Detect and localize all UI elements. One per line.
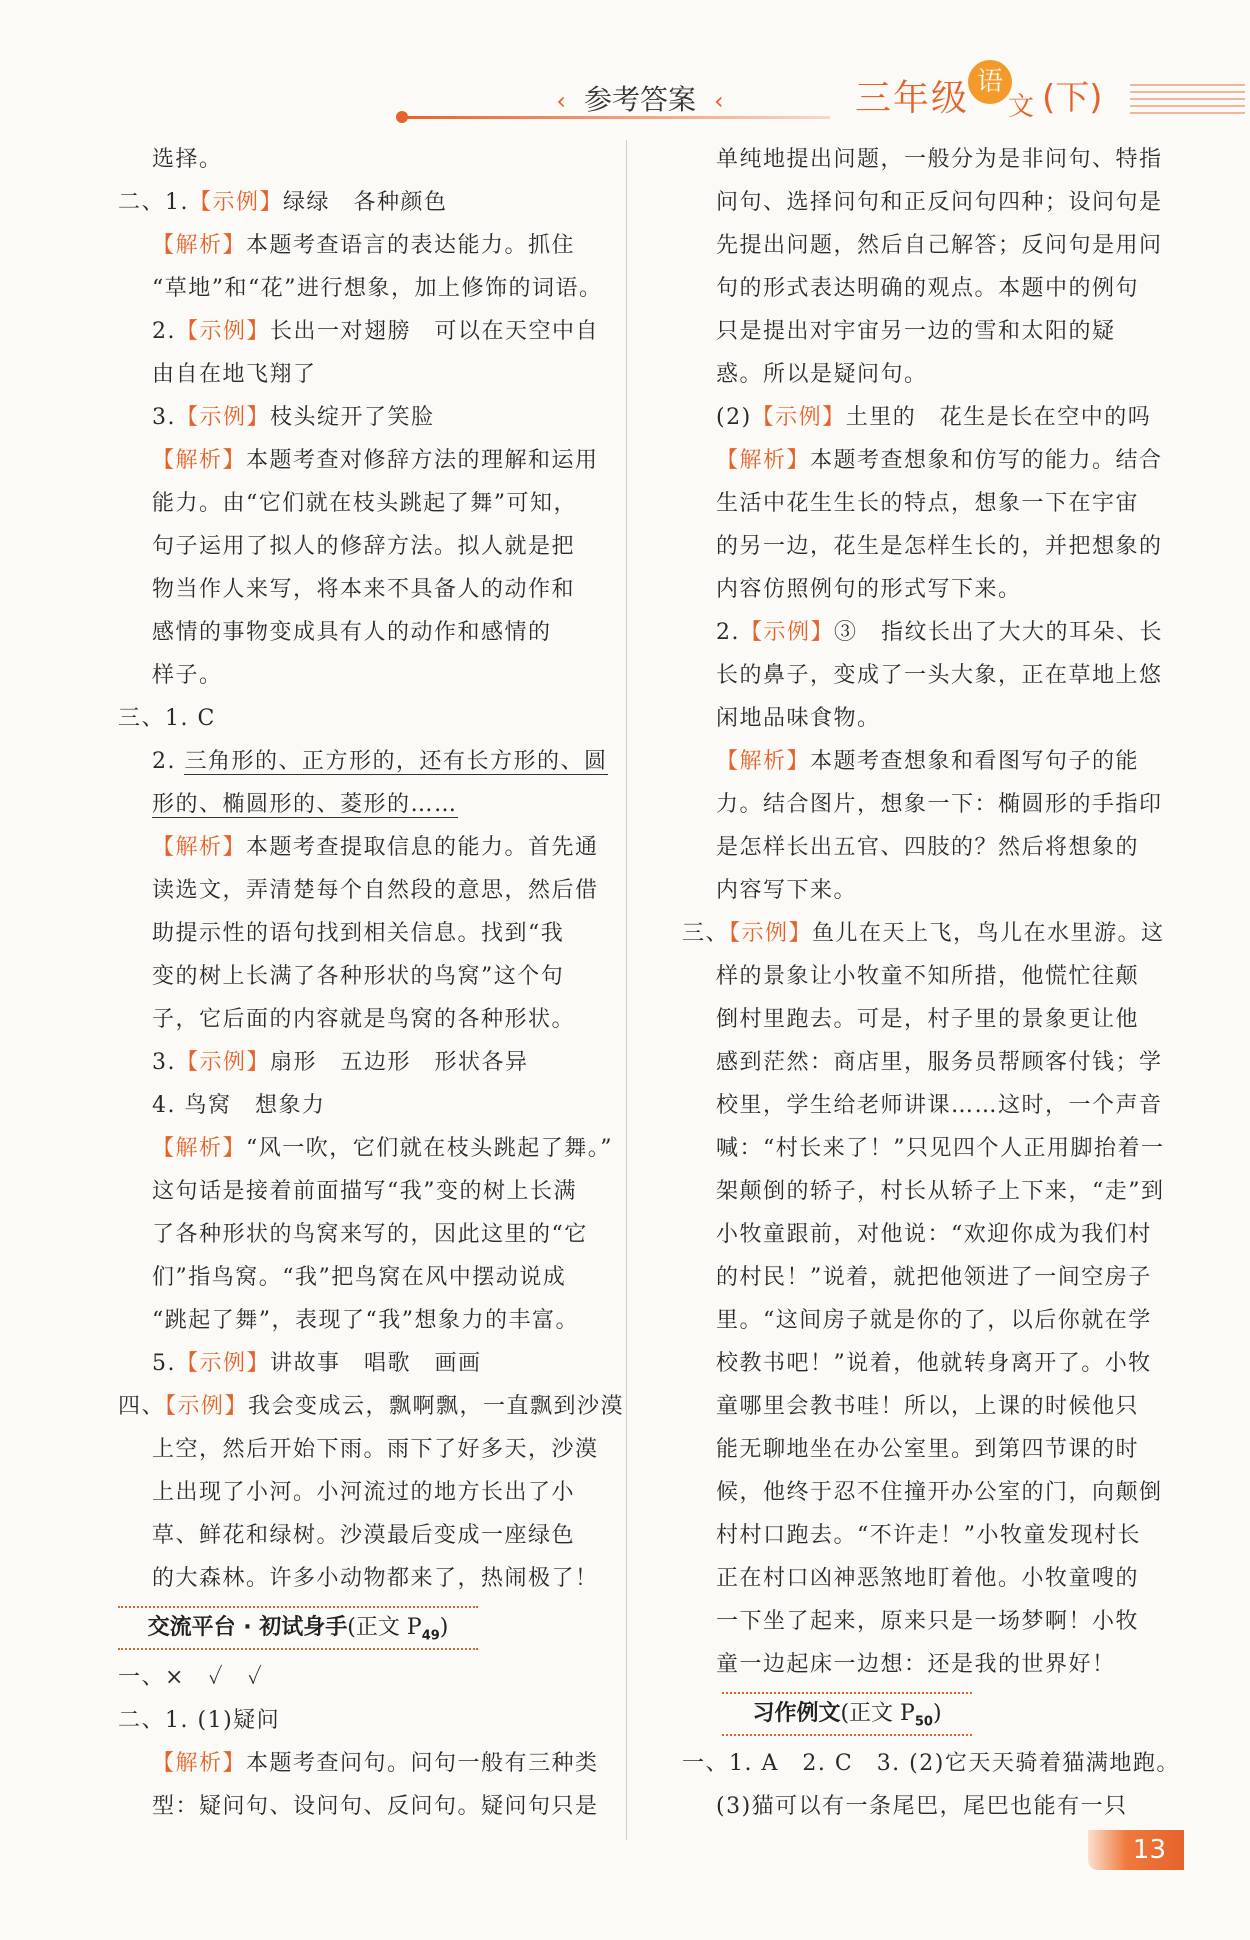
header-title-text: 参考答案 (583, 83, 696, 116)
answer-text: 能力。由“它们就在枝头跳起了舞”可知， (152, 491, 577, 516)
answer-line (118, 1514, 618, 1557)
answer-text: 惑。所以是疑问句。 (716, 362, 928, 387)
header-dot (396, 111, 408, 123)
answer-text: 物当作人来写，将本来不具备人的动作和 (152, 577, 576, 602)
answer-text: 四、 (118, 1394, 166, 1419)
answer-text: 感情的事物变成具有人的动作和感情的 (152, 620, 552, 645)
answer-line (118, 353, 618, 396)
answer-line (118, 396, 618, 439)
answer-line (118, 1256, 618, 1299)
answer-line (682, 138, 1163, 181)
answer-line (118, 224, 618, 267)
answer-text: 只是提出对宇宙另一边的雪和太阳的疑 (716, 319, 1116, 344)
answer-text: 助提示性的语句找到相关信息。找到“我 (152, 921, 565, 946)
answer-text: 选择。 (152, 147, 223, 172)
answer-text: 力。结合图片，想象一下：椭圆形的手指印 (716, 792, 1163, 817)
header-title: ‹ 参考答案 ‹ (556, 83, 724, 116)
answer-line (118, 869, 618, 912)
answer-line (118, 138, 618, 181)
answer-text: 长出一对翅膀 可以在天空中自 (270, 319, 600, 344)
answer-line (682, 1385, 1140, 1428)
header-subject-char: 文 (1008, 92, 1035, 122)
answer-line (682, 267, 1140, 310)
answer-line (118, 1213, 618, 1256)
answer-text: 是怎样长出五官、四肢的？然后将想象的 (716, 835, 1140, 860)
answer-text: 讲故事 唱歌 画画 (270, 1351, 482, 1376)
answer-line (118, 826, 618, 869)
answer-line (118, 783, 618, 826)
answer-text: 绿绿 各种颜色 (283, 190, 448, 215)
answer-line (682, 697, 1137, 740)
answer-line (682, 1170, 1165, 1213)
answer-text: 样子。 (152, 663, 223, 688)
answer-text: 架颠倒的轿子，村长从轿子上下来，“走”到 (716, 1179, 1165, 1204)
answer-text: 型：疑问句、设问句、反问句。疑问句只是 (152, 1794, 599, 1819)
answer-line (118, 1084, 618, 1127)
section-ref-close: ) (932, 1701, 942, 1726)
answer-text: “跳起了舞”，表现了“我”想象力的丰富。 (152, 1308, 579, 1333)
answer-text: 扇形 五边形 形状各异 (270, 1050, 529, 1075)
answer-line (682, 353, 1137, 396)
answer-tag: 【解析】 (152, 835, 247, 860)
page-number: 13 (1088, 1830, 1184, 1870)
answer-line (682, 1127, 1165, 1170)
answer-line (118, 1557, 618, 1600)
answer-line (682, 955, 1140, 998)
answer-text: 小牧童跟前，对他说：“欢迎你成为我们村 (716, 1222, 1152, 1247)
answer-line (118, 912, 618, 955)
answer-text: 由自在地飞翔了 (152, 362, 317, 387)
left-column (118, 138, 625, 1828)
section-heading-exchange (118, 1606, 478, 1650)
answer-text: 2. (152, 749, 185, 774)
answer-text: 内容仿照例句的形式写下来。 (716, 577, 1022, 602)
answer-tag: 【示例】 (176, 1050, 271, 1075)
answer-text: 3. (152, 405, 176, 430)
answer-text: 二、1. (1)疑问 (118, 1708, 281, 1733)
answer-text: 倒村里跑去。可是，村子里的景象更让他 (716, 1007, 1140, 1032)
answer-line (682, 826, 1140, 869)
answer-text: 2. (716, 620, 740, 645)
answer-tag: 【示例】 (176, 1351, 271, 1376)
answer-line (682, 1342, 1152, 1385)
answer-text: 草、鲜花和绿树。沙漠最后变成一座绿色 (152, 1523, 576, 1548)
answer-text: 里。“这间房子就是你的了，以后你就在学 (716, 1308, 1152, 1333)
answer-line (682, 1041, 1163, 1084)
answer-line (118, 697, 618, 740)
answer-line (682, 1256, 1152, 1299)
answer-line (118, 955, 618, 998)
answer-line (682, 1299, 1152, 1342)
answer-line (118, 525, 618, 568)
answer-line (118, 1428, 618, 1471)
answer-line (682, 525, 1163, 568)
answer-text: 样的景象让小牧童不知所措，他慌忙往颠 (716, 964, 1140, 989)
answer-line (682, 181, 1163, 224)
left-answer-lines-after (118, 1656, 618, 1828)
answer-text: 本题考查想象和看图写句子的能 (810, 749, 1140, 774)
answer-text: 的大森林。许多小动物都来了，热闹极了！ (152, 1566, 599, 1591)
answer-text: 了各种形状的鸟窝来写的，因此这里的“它 (152, 1222, 588, 1247)
answer-text: 4. 鸟窝 想象力 (152, 1093, 326, 1118)
header-stripes (1130, 84, 1245, 118)
answer-line (682, 1471, 1163, 1514)
answer-line (682, 310, 1137, 353)
section-page: 49 (421, 1628, 440, 1644)
answer-text: 二、1. (118, 190, 189, 215)
answer-line (118, 611, 618, 654)
answer-line (682, 396, 1152, 439)
answer-line (118, 1127, 618, 1170)
answer-text: 村村口跑去。“不许走！”小牧童发现村长 (716, 1523, 1141, 1548)
answer-text: 童哪里会教书哇！所以，上课的时候他只 (716, 1394, 1140, 1419)
answer-text: ③ 指纹长出了大大的耳朵、长 (834, 620, 1164, 645)
page-header (0, 0, 1250, 130)
answer-tag: 【示例】 (729, 921, 813, 946)
answer-line (118, 1385, 625, 1428)
answer-text: 5. (152, 1351, 176, 1376)
answer-tag: 【解析】 (152, 1751, 247, 1776)
answer-text: 土里的 花生是长在空中的吗 (845, 405, 1152, 430)
answer-text: 上空，然后开始下雨。雨下了好多天，沙漠 (152, 1437, 599, 1462)
answer-text: 本题考查问句。问句一般有三种类 (246, 1751, 599, 1776)
answer-text: 一、× ✓ ✓ (118, 1665, 264, 1690)
answer-text: 单纯地提出问题，一般分为是非问句、特指 (716, 147, 1163, 172)
answer-text: 校教书吧！”说着，他就转身离开了。小牧 (716, 1351, 1152, 1376)
answer-text: 闲地品味食物。 (716, 706, 881, 731)
answer-line (118, 568, 618, 611)
answer-text: 正在村口凶神恶煞地盯着他。小牧童嗖的 (716, 1566, 1140, 1591)
answer-line (682, 1643, 1137, 1686)
answer-text: 候，他终于忍不住撞开办公室的门，向颠倒 (716, 1480, 1163, 1505)
answer-line (682, 740, 1140, 783)
answer-line (118, 998, 618, 1041)
answer-line (682, 1785, 1137, 1828)
answer-tag: 【解析】 (152, 233, 247, 258)
answer-line (118, 1041, 618, 1084)
section-ref: (正文 P (347, 1615, 422, 1640)
answer-tag: 【示例】 (176, 405, 271, 430)
answer-text: (3)猫可以有一条尾巴，尾巴也能有一只 (716, 1794, 1128, 1819)
answer-text: 一下坐了起来，原来只是一场梦啊！小牧 (716, 1609, 1140, 1634)
answer-text: 感到茫然：商店里，服务员帮顾客付钱；学 (716, 1050, 1163, 1075)
answer-text: 读选文，弄清楚每个自然段的意思，然后借 (152, 878, 599, 903)
header-volume: (下) (1042, 78, 1103, 118)
answer-line (118, 654, 618, 697)
answer-line (118, 267, 618, 310)
answer-text: 的村民！”说着，就把他领进了一间空房子 (716, 1265, 1152, 1290)
answer-text: “草地”和“花”进行想象，加上修饰的词语。 (152, 276, 603, 301)
answer-text: 长的鼻子，变成了一头大象，正在草地上悠 (716, 663, 1163, 688)
answer-line (682, 1428, 1140, 1471)
answer-text: 三、1. C (118, 706, 216, 731)
answer-text: 上出现了小河。小河流过的地方长出了小 (152, 1480, 576, 1505)
answer-text: 3. (152, 1050, 176, 1075)
answer-tag: 【示例】 (189, 190, 284, 215)
answer-text: 童一边起床一边想：还是我的世界好！ (716, 1652, 1116, 1677)
answer-text: (2) (716, 405, 752, 430)
answer-line (118, 181, 618, 224)
answer-text: 本题考查想象和仿写的能力。结合 (810, 448, 1163, 473)
header-subject-badge: 语 (968, 60, 1012, 104)
answer-text: 句子运用了拟人的修辞方法。拟人就是把 (152, 534, 576, 559)
answer-tag: 【解析】 (716, 749, 811, 774)
right-answer-lines (682, 138, 1165, 1686)
answer-tag: 【解析】 (716, 448, 811, 473)
answer-tag: 【示例】 (751, 405, 846, 430)
answer-text: 句的形式表达明确的观点。本题中的例句 (716, 276, 1140, 301)
answer-line (118, 1299, 618, 1342)
left-answer-lines (118, 138, 625, 1600)
answer-text: 能无聊地坐在办公室里。到第四节课的时 (716, 1437, 1140, 1462)
answer-line (682, 1557, 1140, 1600)
answer-line (682, 1742, 1180, 1785)
answer-text: 子，它后面的内容就是鸟窝的各种形状。 (152, 1007, 576, 1032)
answer-line (118, 1699, 618, 1742)
answer-line (682, 482, 1140, 525)
answer-text: 生活中花生生长的特点，想象一下在宇宙 (716, 491, 1140, 516)
section-ref: (正文 P (840, 1701, 915, 1726)
answer-line (682, 224, 1163, 267)
answer-line (682, 998, 1140, 1041)
answer-line (118, 439, 618, 482)
right-answer-lines-after (682, 1742, 1180, 1828)
answer-text: 鱼儿在天上飞，鸟儿在水里游。这 (812, 921, 1165, 946)
answer-text: 校里，学生给老师讲课……这时，一个声音 (716, 1093, 1163, 1118)
section-page: 50 (914, 1714, 933, 1730)
answer-tag: 【解析】 (152, 448, 247, 473)
column-divider (626, 140, 627, 1840)
answer-line (682, 912, 1165, 955)
answer-line (118, 1170, 618, 1213)
answer-line (682, 1514, 1141, 1557)
underlined-answer: 形的、椭圆形的、菱形的…… (152, 792, 458, 817)
answer-text: 问句、选择问句和正反问句四种；设问句是 (716, 190, 1163, 215)
section-ref-close: ) (439, 1615, 449, 1640)
answer-text: 一、1. A 2. C 3. (2)它天天骑着猫满地跑。 (682, 1751, 1180, 1776)
section-title: 习作例文 (752, 1701, 841, 1726)
answer-text: 喊：“村长来了！”只见四个人正用脚抬着一 (716, 1136, 1165, 1161)
answer-text: 内容写下来。 (716, 878, 858, 903)
answer-tag: 【解析】 (152, 1136, 247, 1161)
answer-line (118, 1656, 618, 1699)
answer-text: 的另一边，花生是怎样生长的，并把想象的 (716, 534, 1163, 559)
answer-text: 本题考查提取信息的能力。首先通 (246, 835, 599, 860)
answer-line (682, 439, 1163, 482)
answer-line (682, 783, 1163, 826)
answer-text: 本题考查对修辞方法的理解和运用 (246, 448, 599, 473)
underlined-answer: 三角形的、正方形的，还有长方形的、圆 (184, 749, 608, 774)
answer-line (118, 482, 618, 525)
answer-text: 我会变成云，飘啊飘，一直飘到沙漠 (248, 1394, 625, 1419)
answer-tag: 【示例】 (740, 620, 835, 645)
answer-tag: 【示例】 (165, 1394, 249, 1419)
answer-text: 这句话是接着前面描写“我”变的树上长满 (152, 1179, 577, 1204)
answer-line (118, 310, 618, 353)
right-column (682, 138, 1180, 1828)
answer-line (682, 1213, 1152, 1256)
answer-text: 2. (152, 319, 176, 344)
answer-text: 三、 (682, 921, 730, 946)
answer-line (682, 1084, 1163, 1127)
answer-text: 变的树上长满了各种形状的鸟窝”这个句 (152, 964, 565, 989)
answer-tag: 【示例】 (176, 319, 271, 344)
answer-line (682, 1600, 1140, 1643)
section-heading-example (722, 1692, 972, 1736)
answer-line (118, 1742, 618, 1785)
answer-line (682, 611, 1164, 654)
answer-text: 先提出问题，然后自己解答；反问句是用问 (716, 233, 1163, 258)
header-grade: 三年级 (855, 78, 970, 119)
answer-text: 枝头绽开了笑脸 (270, 405, 435, 430)
answer-line (118, 740, 618, 783)
answer-line (682, 869, 1137, 912)
answer-text: “风一吹，它们就在枝头跳起了舞。” (246, 1136, 614, 1161)
answer-line (682, 568, 1137, 611)
answer-line (118, 1342, 618, 1385)
section-title: 交流平台 · 初试身手 (147, 1615, 348, 1640)
answer-line (682, 654, 1163, 697)
answer-line (118, 1471, 618, 1514)
answer-text: 们”指鸟窝。“我”把鸟窝在风中摆动说成 (152, 1265, 567, 1290)
answer-line (118, 1785, 618, 1828)
answer-text: 本题考查语言的表达能力。抓住 (246, 233, 576, 258)
